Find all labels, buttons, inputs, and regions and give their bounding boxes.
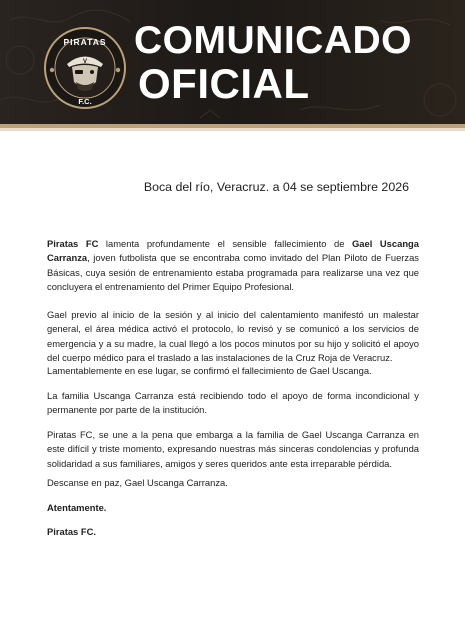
logo-top-text: PIRATAS	[63, 37, 107, 47]
paragraph-6: Descanse en paz, Gael Uscanga Carranza.	[47, 477, 228, 488]
header-banner	[0, 0, 465, 128]
page-title	[134, 19, 464, 105]
club-name-bold: Piratas FC	[47, 238, 99, 249]
paragraph-4: La familia Uscanga Carranza está recibiendo todo el apoyo de forma incondicional y permanente por parte de la institución.	[47, 390, 419, 416]
paragraph-5: Piratas FC, se une a la pena que embarga a la familia de Gael Uscanga Carranza en este difícil y triste momento, expresando nuestras más sinceras condolencias y profunda solidaridad a sus familiares, amigos y seres queridos ante esta irreparable pérdida.	[47, 429, 419, 469]
paragraph-3: Lamentablemente en ese lugar, se confirmó el fallecimiento de Gael Uscanga.	[47, 365, 372, 376]
piratas-fc-logo	[44, 27, 126, 109]
title-line-1: COMUNICADO	[134, 19, 412, 62]
signature: Piratas FC.	[47, 526, 96, 537]
player-name-bold: Gael Uscanga Carranza	[47, 238, 419, 264]
paragraph-1	[47, 237, 419, 294]
paragraph-1-text-b: , joven futbolista que se encontraba como invitado del Plan Piloto de Fuerzas Básicas, cuya sesión de entrenamiento estaba programada para realizarse una vez que concluyera el entrenamiento del Primer Equipo Profesional.	[47, 252, 419, 292]
header-divider-light	[0, 128, 465, 131]
paragraph-1-text-a: lamenta profundamente el sensible fallecimiento de	[98, 238, 353, 249]
logo-emblem-letter: V	[82, 59, 88, 65]
letter-date: Boca del río, Veracruz. a 04 se septiembre 2026	[143, 180, 409, 194]
title-line-2: OFICIAL	[138, 60, 310, 107]
logo-bottom-text: F.C.	[78, 97, 92, 106]
paragraph-2: Gael previo al inicio de la sesión y al inicio del calentamiento manifestó un malestar general, el área médica activó el protocolo, lo revisó y se comunicó a los servicios de emergencia y a su madre, la cual llegó a los pocos minutos por su hijo y solicitó el apoyo del cuerpo médico para el traslado a las instalaciones de la Cruz Roja de Veracruz.	[47, 309, 419, 363]
closing: Atentamente.	[47, 502, 107, 513]
